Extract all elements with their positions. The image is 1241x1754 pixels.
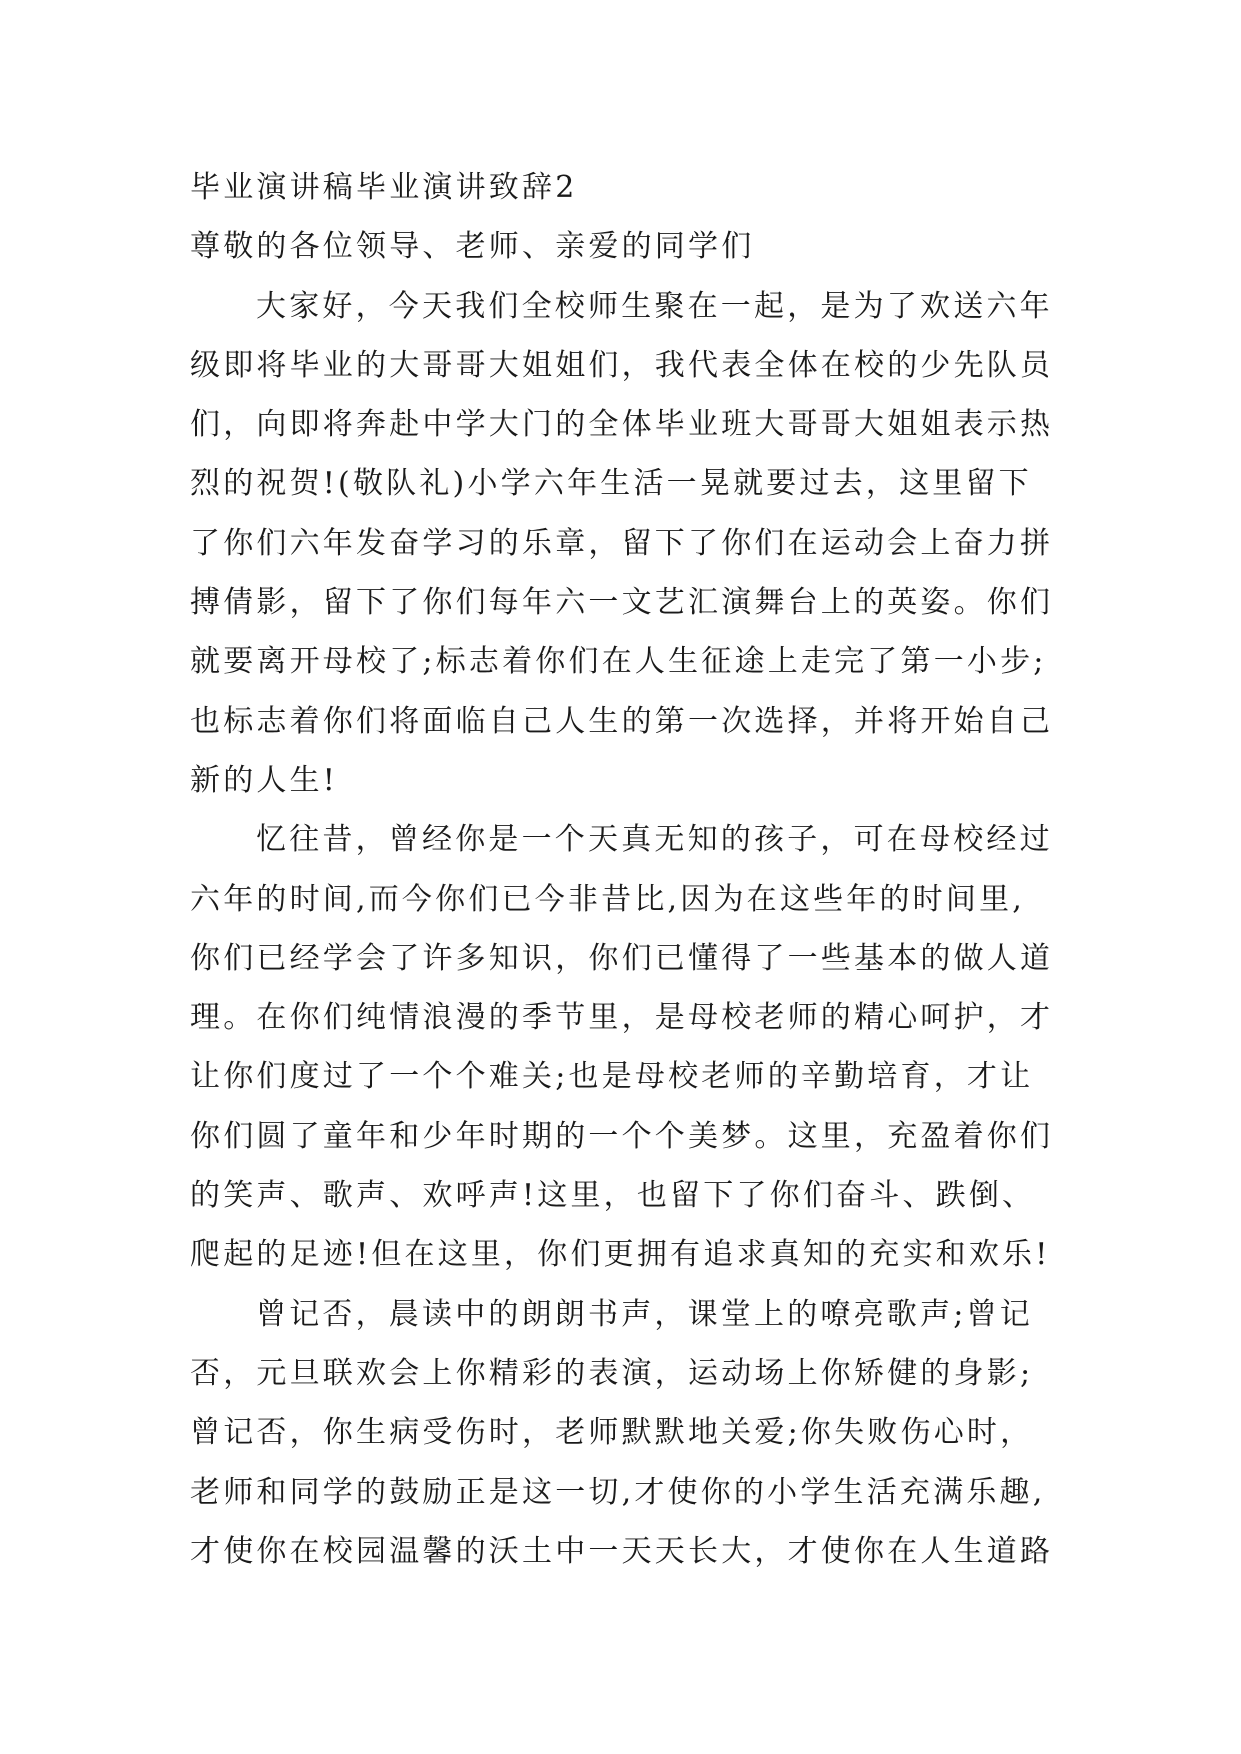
text-line: 你们已经学会了许多知识，你们已懂得了一些基本的做人道 — [190, 940, 1054, 976]
document-title: 毕业演讲稿毕业演讲致辞2 — [190, 170, 578, 205]
text-line: 爬起的足迹!但在这里，你们更拥有追求真知的充实和欢乐! — [190, 1237, 1051, 1273]
text-line: 也标志着你们将面临自己人生的第一次选择，并将开始自己 — [190, 703, 1054, 739]
text-line: 六年的时间,而今你们已今非昔比,因为在这些年的时间里, — [190, 881, 1026, 917]
text-line: 了你们六年发奋学习的乐章，留下了你们在运动会上奋力拼 — [190, 525, 1054, 561]
text-line: 搏倩影，留下了你们每年六一文艺汇演舞台上的英姿。你们 — [190, 585, 1054, 621]
text-line: 你们圆了童年和少年时期的一个个美梦。这里，充盈着你们 — [190, 1118, 1054, 1154]
salutation: 尊敬的各位领导、老师、亲爱的同学们 — [190, 229, 755, 265]
paragraph-3 — [190, 1285, 1060, 1581]
text-line: 曾记否，晨读中的朗朗书声，课堂上的嘹亮歌声;曾记 — [256, 1296, 1033, 1332]
paragraph-2 — [190, 810, 1060, 1284]
document-body — [190, 158, 1060, 1581]
text-line: 们，向即将奔赴中学大门的全体毕业班大哥哥大姐姐表示热 — [190, 407, 1054, 443]
text-line: 让你们度过了一个个难关;也是母校老师的辛勤培育，才让 — [190, 1059, 1034, 1095]
text-line: 否，元旦联欢会上你精彩的表演，运动场上你矫健的身影; — [190, 1355, 1034, 1391]
paragraph-1 — [190, 277, 1060, 811]
text-line: 老师和同学的鼓励正是这一切,才使你的小学生活充满乐趣, — [190, 1474, 1046, 1510]
text-line: 曾记否，你生病受伤时，老师默默地关爱;你失败伤心时， — [190, 1415, 1034, 1451]
text-line: 的笑声、歌声、欢呼声!这里，也留下了你们奋斗、跌倒、 — [190, 1178, 1036, 1214]
text-line: 新的人生! — [190, 762, 339, 798]
text-line: 烈的祝贺!(敬队礼)小学六年生活一晃就要过去，这里留下 — [190, 466, 1032, 502]
text-line: 才使你在校园温馨的沃土中一天天长大，才使你在人生道路 — [190, 1533, 1054, 1569]
text-line: 忆往昔，曾经你是一个天真无知的孩子，可在母校经过 — [256, 822, 1053, 858]
text-line: 理。在你们纯情浪漫的季节里，是母校老师的精心呵护，才 — [190, 1000, 1054, 1036]
text-line: 级即将毕业的大哥哥大姐姐们，我代表全体在校的少先队员 — [190, 347, 1054, 383]
text-line: 大家好，今天我们全校师生聚在一起，是为了欢送六年 — [256, 288, 1053, 324]
text-line: 就要离开母校了;标志着你们在人生征途上走完了第一小步; — [190, 644, 1047, 680]
